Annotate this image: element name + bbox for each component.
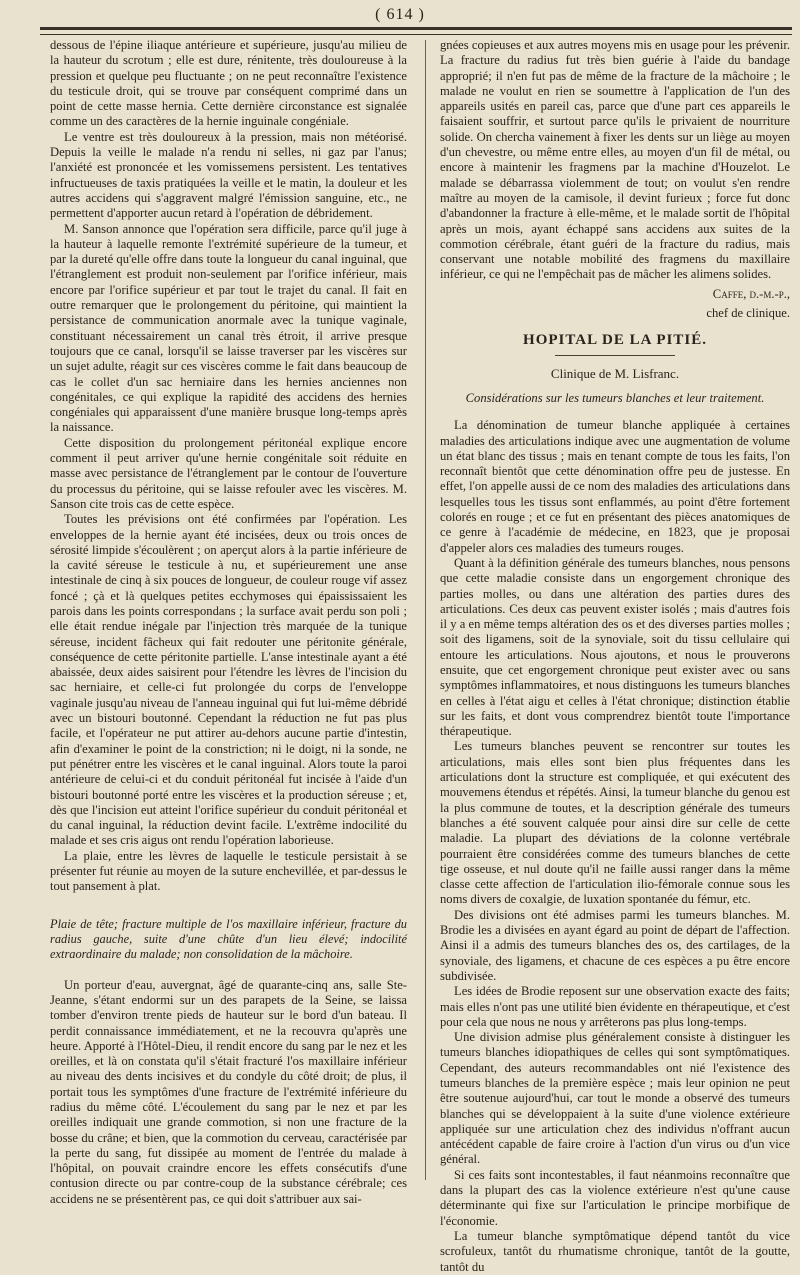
paragraph: Les tumeurs blanches peuvent se rencontrer sur toutes les articulations, mais elles sont bien plus fréquentes dans les articulations dont la structure est compliquée, et qui exécutent des mouvemens étendus et répétés. Ainsi, la tumeur blanche du genou est la plus commune de toutes, et la description générale des tumeurs blanches a été souvent calquée pour ainsi dire sur celle de cette maladie. La plupart des déviations de la colonne vertébrale pourraient être considérées comme des tumeurs blanches de cette tige osseuse, et nul doute qu'il ne faille aussi ranger dans la même classe cette affection de l'articulation ilio-fémorale connue sous les noms divers de coxalgie, de luxation spontanée du fémur, etc. bbox=[440, 739, 790, 907]
section-title: HOPITAL DE LA PITIÉ. bbox=[523, 332, 707, 349]
case-heading: Plaie de tête; fracture multiple de l'os maxillaire inférieur, fracture du radius gauche, suite d'une chûte d'un lieu élevé; indocilité extraordinaire du malade; non consolidation de la mâchoire. bbox=[50, 916, 407, 961]
paragraph: Cette disposition du prolongement péritonéal explique encore comment il peut arriver qu'une hernie congénitale soit réduite en masse avec persistance de l'étranglement par le contour de l'ouverture du processus du péritoine, qui se laisse refouler avec les viscères. M. Sanson cite trois cas de cette espèce. bbox=[50, 435, 407, 511]
paragraph: La dénomination de tumeur blanche appliquée à certaines maladies des articulations indique avec une augmentation de volume un état blanc des tissus ; mais en tenant compte de tous les faits, l'on reconnaît bientôt que cette dénomination offre peu de justesse. En effet, l'on appelle aussi de ce nom des maladies des articulations dans lesquelles tous les tissus sont enflammés, au point d'être fortement colorés en rouge ; et ce fut en présentant des pièces anatomiques de ce genre à l'académie de médecine, en 1823, que je proposai d'appeler alors ces maladies des tumeurs rouges. bbox=[440, 418, 790, 555]
column-divider bbox=[425, 40, 426, 1180]
paragraph: La tumeur blanche symptômatique dépend tantôt du vice scrofuleux, tantôt du rhumatisme chronique, tantôt de la goutte, tantôt du bbox=[440, 1228, 790, 1274]
clinic-line: Clinique de M. Lisfranc. bbox=[550, 365, 680, 381]
author-name: Caffe, d.-m.-p., bbox=[712, 286, 790, 301]
paragraph: Des divisions ont été admises parmi les tumeurs blanches. M. Brodie les a divisées en ayant égard au point de départ de l'affection. Ainsi il a admis des tumeurs blanches des os, des cartilages, de la synoviale, des ligamens, et chacune de ces espèces a pu être encore subdivisée. bbox=[440, 907, 790, 983]
paragraph: Le ventre est très douloureux à la pression, mais non météorisé. Depuis la veille le malade n'a rendu ni selles, ni gaz par l'anus; l'anxiété est prononcée et les vomissemens persistent. Les tentatives infructueuses de taxis pratiquées la veille et le matin, la douleur et les autres accidens qui s'aggravent malgré l'émission sanguine, etc., ne permettent d'apporter aucun retard à l'opération de débridement. bbox=[50, 129, 407, 221]
paragraph: Les idées de Brodie reposent sur une observation exacte des faits; mais elles n'ont pas une utilité bien évidente en thérapeutique, et c'est pour cela que nous ne nous y arrêterons pas plus long-temps. bbox=[440, 984, 790, 1029]
paragraph: gnées copieuses et aux autres moyens mis en usage pour les prévenir. La fracture du radius fut très bien guérie à l'aide du bandage approprié; il n'en fut pas de même de la fracture de la mâchoire ; le malade ne voulut en rien se soumettre à l'application de l'un des appareils usités en pareil cas, parce que d'une part ces appareils le faisaient souffrir, et surtout parce qu'ils le privaient de nourriture solide. On chercha vainement à fixer les dents sur un liège au moyen d'un chevestre, ou même entre elles, au moyen d'un fil de métal, ou encore à maintenir les fragmens par la machine d'Houzelot. Le malade se débarrassa violemment de tout; on voulut s'en rendre maître au moyen de la camisole, il devint furieux ; force fut donc d'abandonner la fracture à elle-même, et le malade sortit de l'hôpital après un mois, ayant échappé sans accidens aux suites de la commotion cérébrale, étant guéri de la fracture du radius, mais conservant une notable mobilité des fragmens du maxillaire inférieur, ce qui ne l'empêchait pas de mâcher les alimens solides. bbox=[440, 38, 790, 282]
paragraph: dessous de l'épine iliaque antérieure et supérieure, jusqu'au milieu de la hauteur du scrotum ; elle est dure, rénitente, très douloureuse à la pression et quelque peu fluctuante ; on ne peut reconnaître l'existence du testicule droit, qui se trouve par conséquent comprimé dans un point de cette masse hernia. Cette dernière circonstance est signalée comme un des caractères de la hernie inguinale congéniale. bbox=[50, 38, 407, 129]
paragraph: Toutes les prévisions ont été confirmées par l'opération. Les enveloppes de la hernie ayant été incisées, deux ou trois onces de sérosité limpide s'écoulèrent ; on aperçut alors à la partie inférieure de la cavité séreuse le testicule à nu, et supérieurement une anse intestinale de cinq à six pouces de longueur, de couleur rouge vif assez foncé ; çà et là quelques petites ecchymoses qui épaississaient les parois dans les points correspondans ; la surface avait perdu son poli ; elle était rendue inégale par l'injection très marquée de la tunique séreuse, incident fâcheux qui fait redouter une péritonite générale, conséquence de cette péritonite partielle. L'anse intestinale ayant a été abaissée, deux aides saisirent pour l'étendre les lèvres de l'incision du sac herniaire, et celle-ci fut prolongée du corps de l'enveloppe vaginale jusqu'au niveau de l'anneau inguinal qui fut lui-même débridé avec un bistouri boutonné. Cependant la réduction ne fut pas plus facile, et l'opérateur ne put attirer au-dehors aucune partie d'intestin, afin d'examiner le point de la constriction; ni le doigt, ni la sonde, ne put pénétrer entre les viscères et le canal inguinal. Alors toute la paroi antérieure de celui-ci et du conduit péritonéal fut incisée à l'aide d'un bistouri boutonné porté entre les viscères et la production séreuse ; et, dès que l'incision eut atteint l'orifice supérieur du conduit péritonéal et du canal inguinal, la réduction devint facile. L'extrême indocilité du malade et ses cris aigus ont rendu l'opération laborieuse. bbox=[50, 512, 407, 848]
header-rule bbox=[40, 27, 792, 35]
left-column bbox=[50, 38, 407, 1206]
title-rule bbox=[555, 355, 675, 356]
signature-role: chef de clinique. bbox=[706, 306, 790, 321]
paragraph: Si ces faits sont incontestables, il faut néanmoins reconnaître que dans la plupart des cas la violence extérieure n'est qu'une cause déterminante qui fixe sur l'articulation le principe morbifique de l'économie. bbox=[440, 1167, 790, 1228]
right-column bbox=[440, 38, 790, 1274]
page-number: ( 614 ) bbox=[375, 6, 425, 23]
paragraph: Un porteur d'eau, auvergnat, âgé de quarante-cinq ans, salle Ste-Jeanne, s'étant endormi sur un des parapets de la Seine, se laissa tomber d'environ trente pieds de hauteur sur le bord d'un bateau. Il perdit connaissance immédiatement, et ne la recouvra qu'après une heure. Apporté à l'Hôtel-Dieu, il rendit encore du sang par le nez et les oreilles, et là on constata qu'il s'était fracturé l'os maxillaire inférieur au niveau des dents incisives et du condyle du côté droit; de plus, il portait tous les symptômes d'une fracture de l'extrémité inférieure du radius du même côté. L'écoulement du sang par le nez et par les oreilles indiquait une grande commotion, si non une fracture de la bosse du crâne; et bien, que la commotion du cerveau, caractérisée par la perte du sang, fut dissipée au moment de l'entrée du malade à l'hôpital, on pouvait craindre encore les effets consécutifs d'une contusion directe ou par contre-coup de la substance cérébrale; ces accidens ne se présentèrent pas, ce qui doit s'attribuer aux sai- bbox=[50, 977, 407, 1206]
paragraph: M. Sanson annonce que l'opération sera difficile, parce qu'il juge à la hauteur à laquelle remonte l'extrémité supérieure de la tumeur, et par la dureté qu'elle offre dans toute la longueur du canal inguinal, que l'étranglement est produit non-seulement par l'orifice inférieur, mais encore par l'orifice supérieur et par tout le trajet du canal. Il fait en outre remarquer que le prolongement du péritoine, qui maintient la persistance de communication anormale avec la tunique vaginale, constituant nécessairement un canal très étroit, il arrive presque toujours que ce canal, lorsqu'il se laisse traverser par les viscères sur un sujet adulte, réagit sur ces viscères comme le fait dans beaucoup de cas le collet d'un sac herniaire dans les hernies anciennes non congénitales, ce qui explique la rapidité des accidens des hernies congéniales qui apparaissent d'une manière brusque long-temps après la naissance. bbox=[50, 221, 407, 435]
signature-name bbox=[440, 287, 790, 302]
paragraph: Une division admise plus généralement consiste à distinguer les tumeurs blanches idiopathiques de celles qui sont symptômatiques. Cependant, des auteurs recommandables ont nié l'existence des tumeurs blanches de la première espèce ; mais leur opinion ne peut être soutenue aujourd'hui, car tout le monde a observé des tumeurs blanches qui se développaient à la suite d'une violence extérieure appliquée sur une articulation chez des individus n'offrant aucun antécédent capable de faire croire à l'action d'un virus ou d'un vice général. bbox=[440, 1030, 790, 1167]
paragraph: La plaie, entre les lèvres de laquelle le testicule persistait à se présenter fut réunie au moyen de la suture enchevillée, et par-dessus le tout pansement à plat. bbox=[50, 848, 407, 894]
section-subtitle: Considérations sur les tumeurs blanches et leur traitement. bbox=[465, 390, 765, 405]
paragraph: Quant à la définition générale des tumeurs blanches, nous pensons que cette maladie consiste dans un engorgement chronique des parties molles, ou dans une altération des parties dures des articulations. Ces deux cas peuvent exister isolés ; mais d'autres fois il y a en même temps altération des os et des diverses parties molles ; soit des ligamens, soit de la synoviale, soit du tissu cellulaire qui entoure les articulations. Nous ajoutons, et nous le prouverons ensuite, que cet engorgement chronique peut exister avec ou sans symptômes inflammatoires, et nous distinguons les tumeurs blanches en celles à l'état aigu et celles à l'état chronique; distinction établie sur les faits, et dont vous comprendrez bientôt toute l'importance thérapeutique. bbox=[440, 555, 790, 739]
